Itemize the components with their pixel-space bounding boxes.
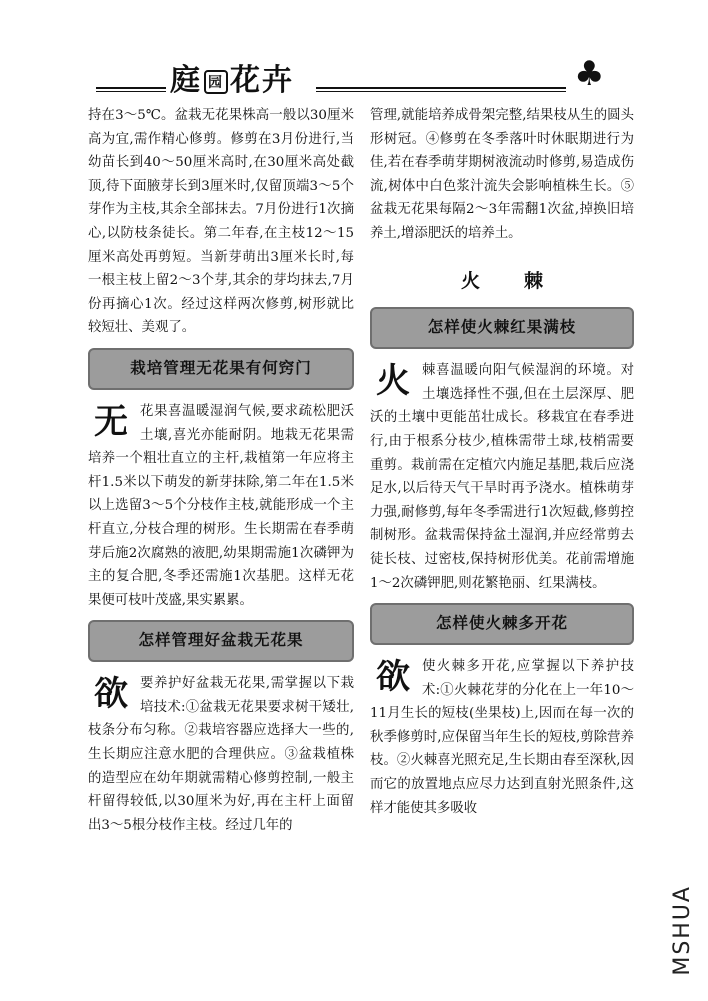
section-paragraph-potted-fig (88, 672, 354, 837)
watermark: MSHUA (670, 885, 695, 976)
header-rule-right (316, 87, 566, 89)
section-heading-fig-tips: 栽培管理无花果有何窍门 (88, 348, 354, 390)
subject-title: 火棘 (460, 269, 587, 292)
section-title (170, 55, 294, 99)
header-rule-right-thin (316, 91, 566, 92)
left-intro-paragraph: 持在3～5℃。盆栽无花果株高一般以30厘米高为宜,需作精心修剪。修剪在3月份进行,当幼苗长到40～50厘米高时,在30厘米高处截顶,待下面腋芽长到3厘米时,仅留顶端3～5个芽作为主枝,其余全部抹去。7月份进行1次摘心,以防枝条徒长。第二年春,在主枝12～15厘米高处再剪短。当新芽萌出3厘米长时,每一根主枝上留2～3个芽,其余的芽均抹去,7月份再摘心1次。经过这样两次修剪,树形就比较短壮、美观了。 (88, 108, 354, 336)
header-rule-left (96, 87, 166, 89)
club-icon: ♣ (574, 54, 605, 94)
header-rule-left-thin (96, 91, 166, 92)
page-header (96, 55, 616, 105)
drop-cap: 无 (94, 401, 128, 442)
drop-cap: 欲 (94, 674, 128, 715)
section-heading-firethorn-flowers: 怎样使火棘多开花 (370, 603, 634, 645)
section-paragraph-firethorn-flowers (370, 655, 634, 820)
right-column (370, 104, 634, 820)
paragraph-text: 使火棘多开花,应掌握以下养护技术:①火棘花芽的分化在上一年10～11月生长的短枝(坐果枝)上,因而在每一次的秋季修剪时,应保留当年生长的短枝,剪除营养枝。②火棘喜光照充足,生长期由春至深秋,因而它的放置地点应尽力达到直射光照条件,这样才能使其多吸收 (370, 659, 634, 816)
title-part2: 花卉 (230, 63, 294, 98)
right-intro-paragraph: 管理,就能培养成骨架完整,结果枝从生的圆头形树冠。④修剪在冬季落叶时休眠期进行为佳,若在春季萌芽期树液流动时修剪,易造成伤流,树体中白色浆汁流失会影响植株生长。⑤盆栽无花果每隔2～3年需翻1次盆,掉换旧培养土,增添肥沃的培养土。 (370, 108, 634, 241)
title-boxed-char: 园 (204, 70, 228, 94)
paragraph-text: 花果喜温暖湿润气候,要求疏松肥沃土壤,喜光亦能耐阴。地栽无花果需培养一个粗壮直立的主杆,栽植第一年应将主杆1.5米以下萌发的新芽抹除,第二年在1.5米以上选留3～5个分枝作主枝,就能形成一个主杆直立,分枝合理的树形。生长期需在春季萌芽后施2次腐熟的液肥,幼果期需施1次磷钾为主的复合肥,冬季还需施1次基肥。这样无花果便可枝叶茂盛,果实累累。 (88, 403, 354, 608)
drop-cap: 欲 (376, 657, 410, 698)
section-paragraph-fig-tips (88, 400, 354, 612)
left-column (88, 104, 354, 837)
section-heading-firethorn-fruit: 怎样使火棘红果满枝 (370, 307, 634, 349)
section-heading-potted-fig: 怎样管理好盆栽无花果 (88, 620, 354, 662)
section-paragraph-firethorn-fruit (370, 359, 634, 595)
title-part1: 庭 (170, 63, 202, 98)
drop-cap: 火 (376, 361, 410, 402)
paragraph-text: 棘喜温暖向阳气候湿润的环境。对土壤选择性不强,但在土层深厚、肥沃的土壤中更能茁壮成长。移栽宜在春季进行,由于根系分枝少,植株需带土球,枝梢需要重剪。栽前需在定植穴内施足基肥,栽后应浇足水,以后待天气干旱时再予浇水。植株萌芽力强,耐修剪,每年冬季需进行1次短截,修剪控制树形。盆栽需保持盆土湿润,并应经常剪去徒长枝、过密枝,保持树形优美。花前需增施1～2次磷钾肥,则花繁艳丽、红果满枝。 (370, 363, 634, 591)
paragraph-text: 要养护好盆栽无花果,需掌握以下栽培技术:①盆栽无花果要求树干矮壮,枝条分布匀称。②栽培容器应选择大一些的,生长期应注意水肥的合理供应。③盆栽植株的造型应在幼年期就需精心修剪控制,一般主杆留得较低,以30厘米为好,再在主杆上面留出3～5根分枝作主枝。经过几年的 (88, 676, 354, 833)
